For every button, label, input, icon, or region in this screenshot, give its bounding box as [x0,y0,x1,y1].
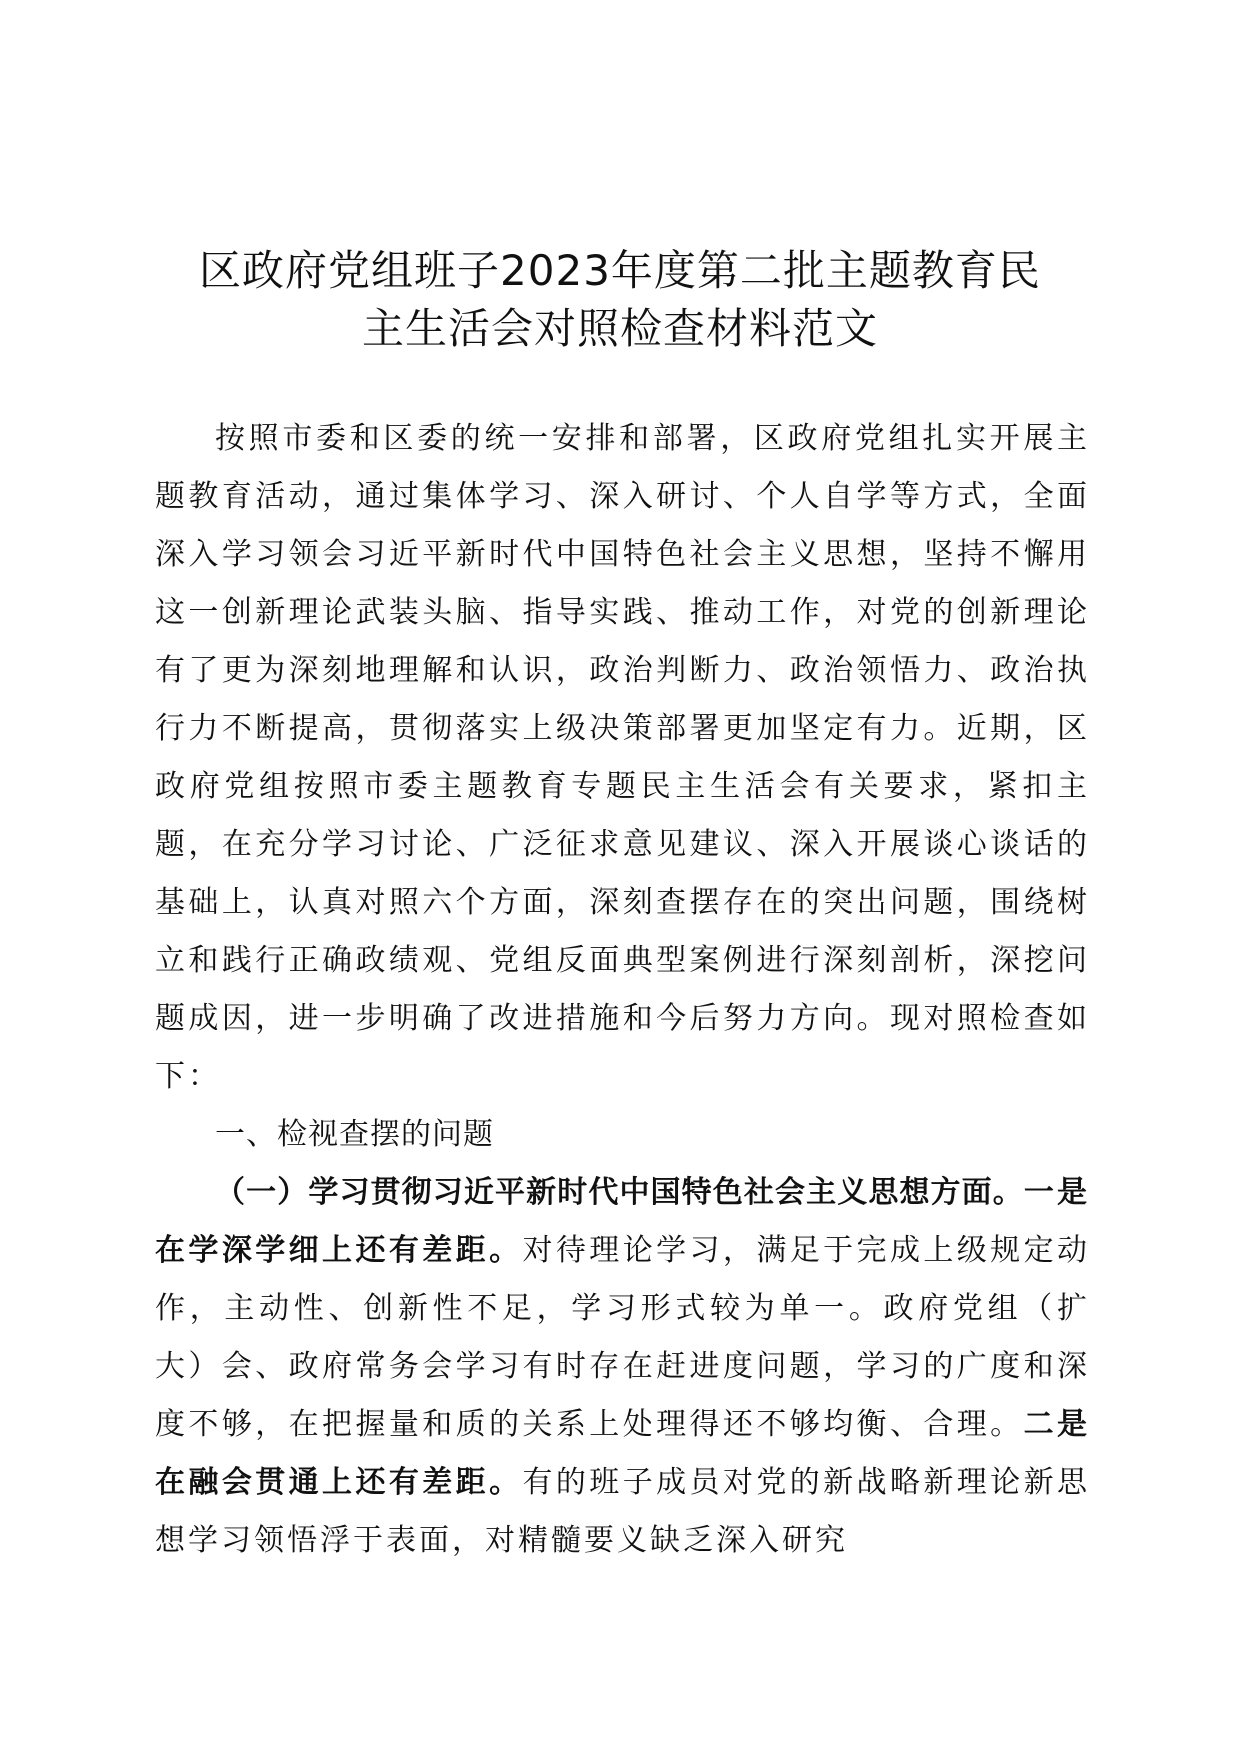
intro-paragraph: 按照市委和区委的统一安排和部署，区政府党组扎实开展主题教育活动，通过集体学习、深入研讨、个人自学等方式，全面深入学习领会习近平新时代中国特色社会主义思想，坚持不懈用这一创新理论武装头脑、指导实践、推动工作，对党的创新理论有了更为深刻地理解和认识，政治判断力、政治领悟力、政治执行力不断提高，贯彻落实上级决策部署更加坚定有力。近期，区政府党组按照市委主题教育专题民主生活会有关要求，紧扣主题，在充分学习讨论、广泛征求意见建议、深入开展谈心谈话的基础上，认真对照六个方面，深刻查摆存在的突出问题，围绕树立和践行正确政绩观、党组反面典型案例进行深刻剖析，深挖问题成因，进一步明确了改进措施和今后努力方向。现对照检查如下： [155,421,1090,1094]
point-1-lead: 一是在学深学细上还有差距。 [155,1175,1091,1268]
document-title [100,242,1140,358]
section-heading-1: 一、检视查摆的问题 [215,1117,494,1152]
point-2-text: 有的班子成员对党的新战略新理论新思想学习领悟浮于表面，对精髓要义缺乏深入研究 [155,1465,1091,1558]
document-body [155,410,1090,1570]
subsection-heading-1: （一）学习贯彻习近平新时代中国特色社会主义思想方面。 [215,1175,1024,1210]
point-2-lead: 二是在融会贯通上还有差距。 [155,1407,1091,1500]
title-line-1: 区政府党组班子2023年度第二批主题教育民 [199,246,1041,295]
subsection-paragraph-1 [155,1164,1090,1570]
title-line-2: 主生活会对照检查材料范文 [361,304,878,353]
point-1-text: 对待理论学习，满足于完成上级规定动作，主动性、创新性不足，学习形式较为单一。政府党组（扩大）会、政府常务会学习有时存在赶进度问题，学习的广度和深度不够，在把握量和质的关系上处理得还不够均衡、合理。 [155,1233,1091,1442]
